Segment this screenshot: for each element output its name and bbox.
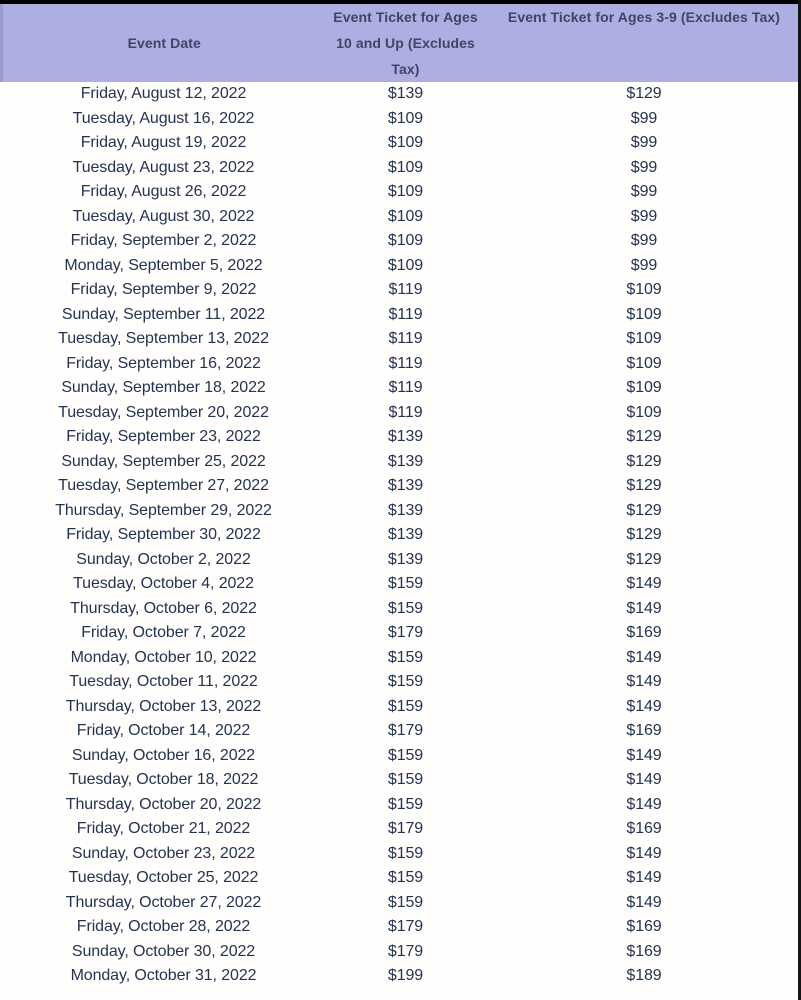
price-ages-10-up-cell: $179: [387, 942, 424, 960]
table-row: [2, 156, 801, 181]
price-ages-3-9-cell: $99: [630, 256, 658, 274]
event-date-cell: Friday, August 19, 2022: [80, 134, 247, 152]
table-body: [2, 82, 801, 989]
table-row: [2, 131, 801, 156]
price-ages-3-9-cell: $99: [630, 134, 658, 152]
table-row: [2, 82, 801, 107]
price-ages-3-9-cell: $129: [626, 428, 662, 446]
price-ages-10-up-cell: $159: [387, 673, 424, 691]
price-ages-3-9-cell: $149: [626, 795, 662, 813]
price-ages-3-9-cell: $169: [626, 722, 662, 740]
table-row: [2, 768, 801, 793]
event-date-cell: Monday, October 10, 2022: [70, 648, 257, 666]
event-date-cell: Tuesday, October 18, 2022: [68, 771, 259, 789]
price-ages-10-up-cell: $159: [387, 771, 424, 789]
price-ages-10-up-cell: $159: [387, 844, 424, 862]
price-ages-3-9-cell: $149: [626, 771, 662, 789]
header-row: [2, 4, 801, 82]
table-row: [2, 327, 801, 352]
price-ages-10-up-cell: $159: [387, 599, 424, 617]
price-ages-3-9-cell: $109: [626, 330, 662, 348]
price-ages-3-9-cell: $149: [626, 746, 662, 764]
price-ages-10-up-cell: $159: [387, 795, 424, 813]
price-ages-10-up-cell: $119: [388, 403, 423, 421]
price-ages-10-up-cell: $119: [388, 330, 423, 348]
price-ages-3-9-cell: $169: [626, 918, 662, 936]
table-row: [2, 205, 801, 230]
table-row: [2, 621, 801, 646]
event-date-cell: Thursday, October 6, 2022: [70, 599, 257, 617]
table-row: [2, 474, 801, 499]
price-ages-3-9-cell: $99: [630, 207, 658, 225]
table-row: [2, 107, 801, 132]
table-row: [2, 254, 801, 279]
price-ages-10-up-cell: $119: [388, 281, 423, 299]
price-ages-3-9-cell: $149: [626, 599, 662, 617]
price-ages-10-up-cell: $139: [387, 85, 424, 103]
event-date-cell: Tuesday, August 16, 2022: [72, 109, 255, 127]
event-date-cell: Friday, October 14, 2022: [76, 722, 251, 740]
price-ages-3-9-cell: $149: [626, 893, 662, 911]
price-ages-3-9-cell: $129: [626, 477, 662, 495]
table-row: [2, 425, 801, 450]
event-date-cell: Friday, August 12, 2022: [80, 85, 247, 103]
price-ages-3-9-cell: $149: [626, 697, 662, 715]
table-row: [2, 744, 801, 769]
price-ages-3-9-cell: $169: [626, 942, 662, 960]
price-ages-10-up-cell: $179: [387, 820, 424, 838]
table-row: [2, 572, 801, 597]
event-date-cell: Sunday, October 23, 2022: [71, 844, 256, 862]
table-row: [2, 842, 801, 867]
price-ages-10-up-cell: $119: [388, 379, 423, 397]
event-date-cell: Sunday, October 2, 2022: [76, 550, 251, 568]
table-header: [2, 4, 801, 82]
event-date-cell: Monday, September 5, 2022: [64, 256, 263, 274]
price-ages-10-up-cell: $109: [387, 134, 424, 152]
event-date-cell: Friday, August 26, 2022: [80, 183, 247, 201]
price-ages-10-up-cell: $179: [387, 624, 424, 642]
table-row: [2, 303, 801, 328]
price-ages-10-up-cell: $139: [387, 501, 424, 519]
price-ages-3-9-cell: $99: [630, 183, 658, 201]
price-ages-10-up-cell: $109: [387, 207, 424, 225]
table-row: [2, 817, 801, 842]
event-date-cell: Friday, September 2, 2022: [70, 232, 257, 250]
price-ages-10-up-cell: $159: [387, 697, 424, 715]
price-ages-3-9-cell: $169: [626, 820, 662, 838]
event-date-cell: Friday, September 16, 2022: [66, 354, 261, 372]
price-ages-10-up-cell: $109: [387, 256, 424, 274]
event-date-cell: Friday, September 9, 2022: [70, 281, 257, 299]
event-date-cell: Friday, September 30, 2022: [66, 526, 261, 544]
table-row: [2, 670, 801, 695]
price-ages-10-up-cell: $139: [387, 526, 424, 544]
header-price-ages-10-up-label: Event Ticket for Ages 10 and Up (Excludes Tax): [333, 9, 478, 77]
price-ages-3-9-cell: $129: [626, 452, 662, 470]
event-date-cell: Tuesday, September 20, 2022: [58, 403, 269, 421]
event-date-cell: Tuesday, August 23, 2022: [72, 158, 255, 176]
price-ages-10-up-cell: $109: [387, 109, 424, 127]
event-date-cell: Sunday, October 16, 2022: [71, 746, 256, 764]
price-ages-3-9-cell: $169: [626, 624, 662, 642]
price-ages-3-9-cell: $109: [626, 281, 662, 299]
price-ages-10-up-cell: $119: [388, 354, 423, 372]
table-row: [2, 401, 801, 426]
price-ages-10-up-cell: $179: [387, 722, 424, 740]
price-ages-10-up-cell: $179: [387, 918, 424, 936]
table-row: [2, 450, 801, 475]
event-date-cell: Tuesday, August 30, 2022: [72, 207, 255, 225]
event-date-cell: Tuesday, September 13, 2022: [58, 330, 269, 348]
table-row: [2, 278, 801, 303]
event-date-cell: Sunday, September 25, 2022: [61, 452, 266, 470]
table-row: [2, 229, 801, 254]
price-ages-3-9-cell: $109: [626, 379, 662, 397]
price-ages-3-9-cell: $129: [626, 550, 662, 568]
price-ages-10-up-cell: $159: [387, 869, 424, 887]
event-date-cell: Monday, October 31, 2022: [70, 967, 257, 985]
price-ages-10-up-cell: $139: [387, 452, 424, 470]
header-price-ages-10-up: [326, 4, 486, 82]
price-ages-3-9-cell: $109: [626, 305, 662, 323]
table-row: [2, 891, 801, 916]
table-row: [2, 523, 801, 548]
header-price-ages-3-9: Event Ticket for Ages 3-9 (Excludes Tax): [507, 9, 781, 25]
top-border-bar: [0, 0, 801, 4]
price-ages-3-9-cell: $149: [626, 575, 662, 593]
event-date-cell: Friday, October 21, 2022: [76, 820, 251, 838]
price-ages-3-9-cell: $99: [630, 109, 658, 127]
price-ages-10-up-cell: $199: [387, 967, 424, 985]
event-date-cell: Thursday, September 29, 2022: [55, 501, 272, 519]
event-date-cell: Tuesday, October 25, 2022: [68, 869, 259, 887]
price-ages-10-up-cell: $159: [387, 648, 424, 666]
price-ages-10-up-cell: $139: [387, 550, 424, 568]
event-date-cell: Friday, October 28, 2022: [76, 918, 251, 936]
price-ages-10-up-cell: $119: [388, 305, 423, 323]
table-row: [2, 719, 801, 744]
price-ages-3-9-cell: $189: [626, 967, 662, 985]
event-date-cell: Tuesday, October 4, 2022: [73, 575, 254, 593]
price-ages-3-9-cell: $149: [626, 844, 662, 862]
price-ages-3-9-cell: $149: [626, 673, 662, 691]
price-ages-10-up-cell: $109: [387, 158, 424, 176]
header-event-date: Event Date: [2, 4, 326, 82]
event-date-cell: Thursday, October 20, 2022: [65, 795, 262, 813]
table-row: [2, 376, 801, 401]
event-date-cell: Friday, September 23, 2022: [66, 428, 261, 446]
price-ages-10-up-cell: $159: [387, 893, 424, 911]
event-date-cell: Sunday, October 30, 2022: [71, 942, 256, 960]
table-row: [2, 352, 801, 377]
table-row: [2, 866, 801, 891]
price-ages-3-9-cell: $99: [630, 232, 658, 250]
table-row: [2, 695, 801, 720]
price-ages-10-up-cell: $159: [387, 746, 424, 764]
event-date-cell: Tuesday, September 27, 2022: [58, 477, 269, 495]
price-ages-10-up-cell: $139: [387, 477, 424, 495]
table-row: [2, 499, 801, 524]
price-ages-3-9-cell: $109: [626, 403, 662, 421]
price-ages-3-9-cell: $149: [626, 648, 662, 666]
price-ages-10-up-cell: $109: [387, 232, 424, 250]
event-ticket-price-table: [0, 4, 801, 989]
event-date-cell: Thursday, October 27, 2022: [65, 893, 262, 911]
table-row: [2, 646, 801, 671]
price-ages-3-9-cell: $129: [626, 85, 662, 103]
event-date-cell: Tuesday, October 11, 2022: [69, 673, 258, 691]
event-date-cell: Thursday, October 13, 2022: [65, 697, 262, 715]
table-row: [2, 597, 801, 622]
price-ages-3-9-cell: $149: [626, 869, 662, 887]
event-date-cell: Sunday, September 18, 2022: [61, 379, 266, 397]
table-row: [2, 180, 801, 205]
table-row: [2, 964, 801, 989]
table-row: [2, 940, 801, 965]
price-ages-3-9-cell: $129: [626, 526, 662, 544]
price-ages-10-up-cell: $139: [387, 428, 424, 446]
price-ages-3-9-cell: $99: [630, 158, 658, 176]
price-ages-3-9-cell: $129: [626, 501, 662, 519]
table-row: [2, 793, 801, 818]
table-row: [2, 548, 801, 573]
price-ages-3-9-cell: $109: [626, 354, 662, 372]
event-date-cell: Friday, October 7, 2022: [81, 624, 246, 642]
price-ages-10-up-cell: $109: [387, 183, 424, 201]
table-row: [2, 915, 801, 940]
price-ages-10-up-cell: $159: [387, 575, 424, 593]
event-date-cell: Sunday, September 11, 2022: [61, 305, 266, 323]
